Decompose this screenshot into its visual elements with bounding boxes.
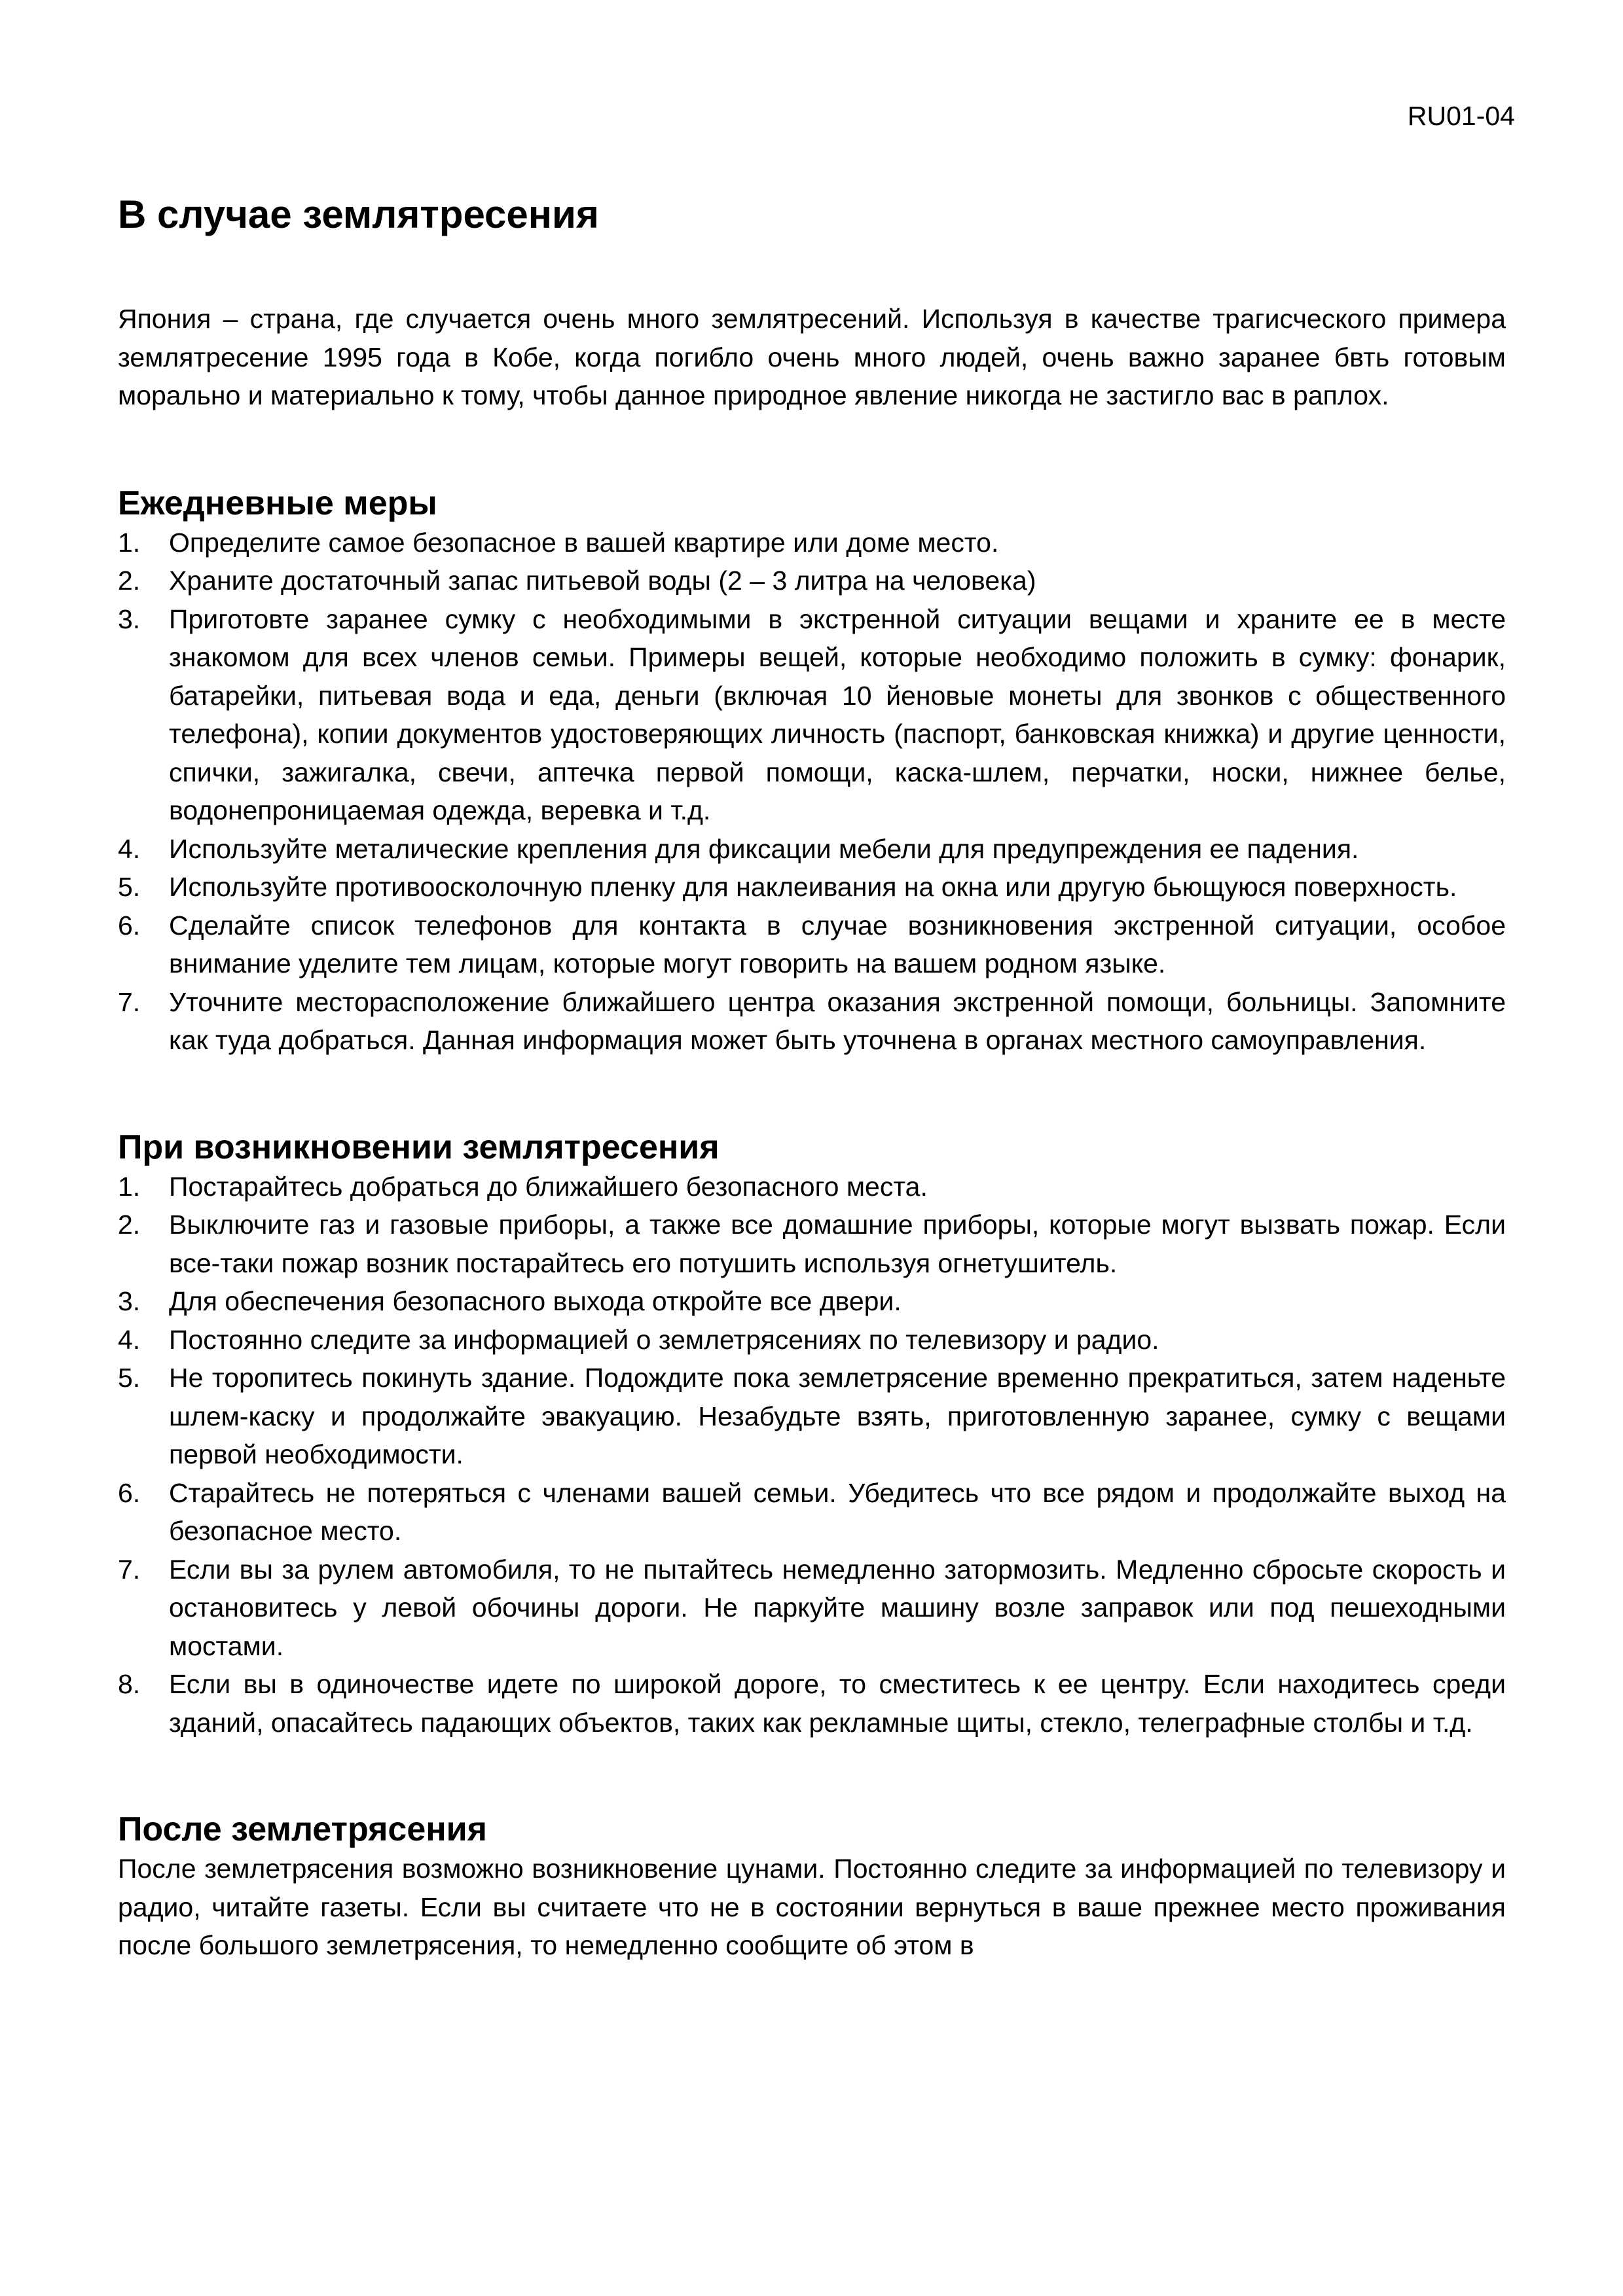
list-item	[118, 1551, 1506, 1666]
page-title: В случае землятресения	[118, 192, 599, 236]
list-item	[118, 524, 1506, 562]
list-item	[118, 1206, 1506, 1282]
item-number: 3.	[118, 1286, 141, 1316]
item-number: 4.	[118, 1324, 141, 1355]
item-number: 3.	[118, 603, 141, 634]
document-code: RU01-04	[1407, 101, 1515, 131]
item-number: 1.	[118, 1171, 141, 1202]
after-earthquake-section	[118, 1809, 1506, 1965]
item-text: Храните достаточный запас питьевой воды (2 – 3 литра на человека)	[169, 565, 1036, 596]
item-number: 7.	[118, 986, 141, 1017]
during-earthquake-section	[118, 1127, 1506, 1742]
list-item	[118, 906, 1506, 983]
item-text: Используйте металические крепления для фиксации мебели для предупреждения ее падения.	[169, 833, 1359, 864]
document-content	[118, 188, 1506, 1965]
item-number: 5.	[118, 1363, 141, 1393]
item-number: 6.	[118, 1477, 141, 1508]
item-text: Выключите газ и газовые приборы, а также все домашние приборы, которые могут вызвать пожар. Если все-таки пожар возник постарайтесь его потушить используя огнетушитель.	[169, 1210, 1506, 1278]
during-earthquake-list	[118, 1168, 1506, 1742]
after-earthquake-paragraph: После землетрясения возможно возникновение цунами. Постоянно следите за информацией по телевизору и радио, читайте газеты. Если вы считаете что не в состоянии вернуться в ваше прежнее место проживания после большого землетрясения, то немедленно сообщите об этом в	[118, 1854, 1506, 1960]
item-number: 4.	[118, 833, 141, 864]
item-number: 5.	[118, 872, 141, 902]
list-item	[118, 983, 1506, 1060]
item-text: Постарайтесь добраться до ближайшего безопасного места.	[169, 1171, 928, 1202]
item-number: 8.	[118, 1669, 141, 1699]
item-text: Старайтесь не потеряться с членами вашей семьи. Убедитесь что все рядом и продолжайте выход на безопасное место.	[169, 1477, 1506, 1546]
list-item	[118, 1474, 1506, 1551]
item-text: Используйте противоосколочную пленку для наклеивания на окна или другую бьющуюся поверхность.	[169, 872, 1457, 902]
item-text: Постоянно следите за информацией о землетрясениях по телевизору и радио.	[169, 1324, 1159, 1355]
list-item	[118, 600, 1506, 830]
daily-measures-list	[118, 524, 1506, 1060]
item-text: Не торопитесь покинуть здание. Подождите пока землетрясение временно прекратиться, затем наденьте шлем-каску и продолжайте эвакуацию. Незабудьте взять, приготовленную заранее, сумку с вещами первой необходимости.	[169, 1363, 1506, 1469]
during-earthquake-heading: При возникновении землятресения	[118, 1128, 720, 1166]
item-text: Определите самое безопасное в вашей квартире или доме место.	[169, 527, 999, 558]
item-number: 1.	[118, 527, 141, 558]
item-text: Уточните месторасположение ближайшего центра оказания экстренной помощи, больницы. Запомните как туда добраться. Данная информация может быть уточнена в органах местного самоуправления.	[169, 986, 1506, 1055]
item-number: 2.	[118, 565, 141, 596]
list-item	[118, 1321, 1506, 1359]
list-item	[118, 830, 1506, 869]
after-earthquake-heading: После землетрясения	[118, 1810, 487, 1848]
daily-measures-heading: Ежедневные меры	[118, 484, 437, 522]
item-text: Если вы за рулем автомобиля, то не пытайтесь немедленно затормозить. Медленно сбросьте скорость и остановитесь у левой обочины дороги. Не паркуйте машину возле заправок или под пешеходными мостами.	[169, 1554, 1506, 1661]
list-item	[118, 868, 1506, 906]
list-item	[118, 1282, 1506, 1321]
item-text: Приготовте заранее сумку с необходимыми в экстренной ситуации вещами и храните ее в месте знакомом для всех членов семьи. Примеры вещей, которые необходимо положить в сумку: фонарик, батарейки, питьевая вода и еда, деньги (включая 10 йеновые монеты для звонков с общественного телефона), копии документов удостоверяющих личность (паспорт, банковская книжка) и другие ценности, спички, зажигалка, свечи, аптечка первой помощи, каска-шлем, перчатки, носки, нижнее белье, водонепроницаемая одежда, веревка и т.д.	[169, 603, 1506, 825]
intro-paragraph: Япония – страна, где случается очень много землятресений. Используя в качестве трагисческого примера землятресение 1995 года в Кобе, когда погибло очень много людей, очень важно заранее бвть готовым морально и материально к тому, чтобы данное природное явление никогда не застигло вас в раплох.	[118, 304, 1506, 410]
list-item	[118, 1665, 1506, 1742]
item-text: Сделайте список телефонов для контакта в случае возникновения экстренной ситуации, особое внимание уделите тем лицам, которые могут говорить на вашем родном языке.	[169, 910, 1506, 978]
item-text: Для обеспечения безопасного выхода откройте все двери.	[169, 1286, 902, 1316]
item-number: 6.	[118, 910, 141, 941]
list-item	[118, 562, 1506, 600]
daily-measures-section	[118, 483, 1506, 1060]
list-item	[118, 1359, 1506, 1474]
item-number: 7.	[118, 1554, 141, 1585]
list-item	[118, 1168, 1506, 1206]
item-number: 2.	[118, 1210, 141, 1240]
item-text: Если вы в одиночестве идете по широкой дороге, то сместитесь к ее центру. Если находитесь среди зданий, опасайтесь падающих объектов, таких как рекламные щиты, стекло, телеграфные столбы и т.д.	[169, 1669, 1506, 1738]
